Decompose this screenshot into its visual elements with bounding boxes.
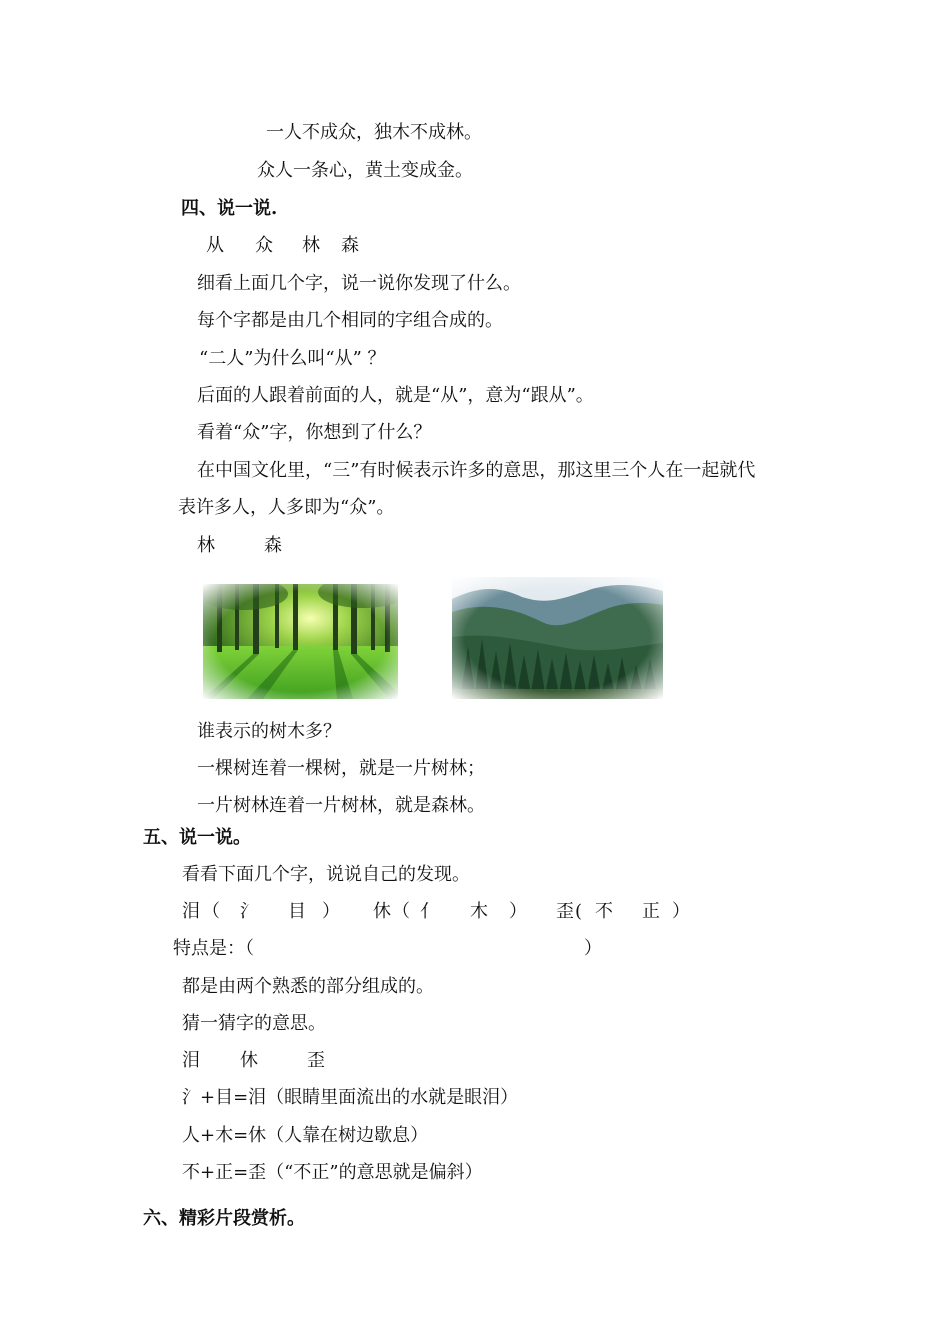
- feature-label: 特点是：（: [173, 938, 254, 959]
- paragraph-line: “二人”为什么叫“从” ？: [199, 348, 386, 369]
- decomp-open: （: [392, 901, 410, 922]
- feature-close: ）: [584, 938, 602, 959]
- decomp-char: 休: [373, 901, 391, 922]
- decomp-part: 木: [470, 901, 488, 922]
- decomp-char: 歪: [556, 901, 574, 922]
- decomp-char: 泪: [182, 901, 200, 922]
- image-label-sen: 森: [264, 535, 282, 556]
- image-label-lin: 林: [197, 535, 215, 556]
- decomp-part: 亻: [420, 901, 438, 922]
- mountain-forest-image: [452, 577, 663, 699]
- char-cong: 从: [206, 235, 224, 256]
- decomp-open: （: [202, 901, 220, 922]
- paragraph-line: 一棵树连着一棵树，就是一片树林；: [197, 758, 485, 779]
- char-sen: 森: [341, 235, 359, 256]
- paragraph-line: 表许多人，人多即为“众”。: [178, 497, 395, 518]
- char-lei: 泪: [182, 1050, 200, 1071]
- decomp-part: 不: [595, 901, 613, 922]
- decomp-open: (: [575, 901, 583, 922]
- question-line: 谁表示的树木多？: [197, 721, 341, 742]
- forest-sunlight-image: [203, 584, 398, 699]
- proverb-line-2: 众人一条心，黄土变成金。: [257, 160, 473, 181]
- section-5-intro: 看看下面几个字，说说自己的发现。: [182, 864, 470, 885]
- section-4-heading: 四、说一说.: [181, 198, 278, 219]
- decomp-close: ）: [509, 901, 527, 922]
- paragraph-line: 猜一猜字的意思。: [182, 1013, 326, 1034]
- char-xiu: 休: [240, 1050, 258, 1071]
- paragraph-line: 细看上面几个字，说一说你发现了什么。: [197, 273, 521, 294]
- equation-line: 不+正=歪（“不正”的意思就是偏斜）: [182, 1162, 483, 1183]
- section-5-heading: 五、说一说。: [143, 827, 251, 848]
- decomp-close: ）: [322, 901, 340, 922]
- decomp-part: 氵: [240, 901, 258, 922]
- equation-line: 氵+目=泪（眼睛里面流出的水就是眼泪）: [182, 1087, 519, 1108]
- paragraph-line: 每个字都是由几个相同的字组合成的。: [197, 310, 503, 331]
- char-zhong: 众: [255, 235, 273, 256]
- decomp-part: 正: [642, 901, 660, 922]
- paragraph-line: 后面的人跟着前面的人，就是“从”，意为“跟从”。: [197, 385, 594, 406]
- paragraph-line: 都是由两个熟悉的部分组成的。: [182, 976, 434, 997]
- decomp-part: 目: [288, 901, 306, 922]
- decomp-close: ）: [672, 901, 690, 922]
- paragraph-line: 一片树林连着一片树林，就是森林。: [197, 795, 485, 816]
- equation-line: 人+木=休（人靠在树边歇息）: [182, 1125, 429, 1146]
- paragraph-line: 看着“众”字，你想到了什么？: [197, 422, 432, 443]
- section-6-heading: 六、精彩片段赏析。: [143, 1208, 305, 1229]
- paragraph-line: 在中国文化里，“三”有时候表示许多的意思，那这里三个人在一起就代: [197, 460, 756, 481]
- char-wai: 歪: [307, 1050, 325, 1071]
- char-lin: 林: [302, 235, 320, 256]
- proverb-line-1: 一人不成众，独木不成林。: [266, 122, 482, 143]
